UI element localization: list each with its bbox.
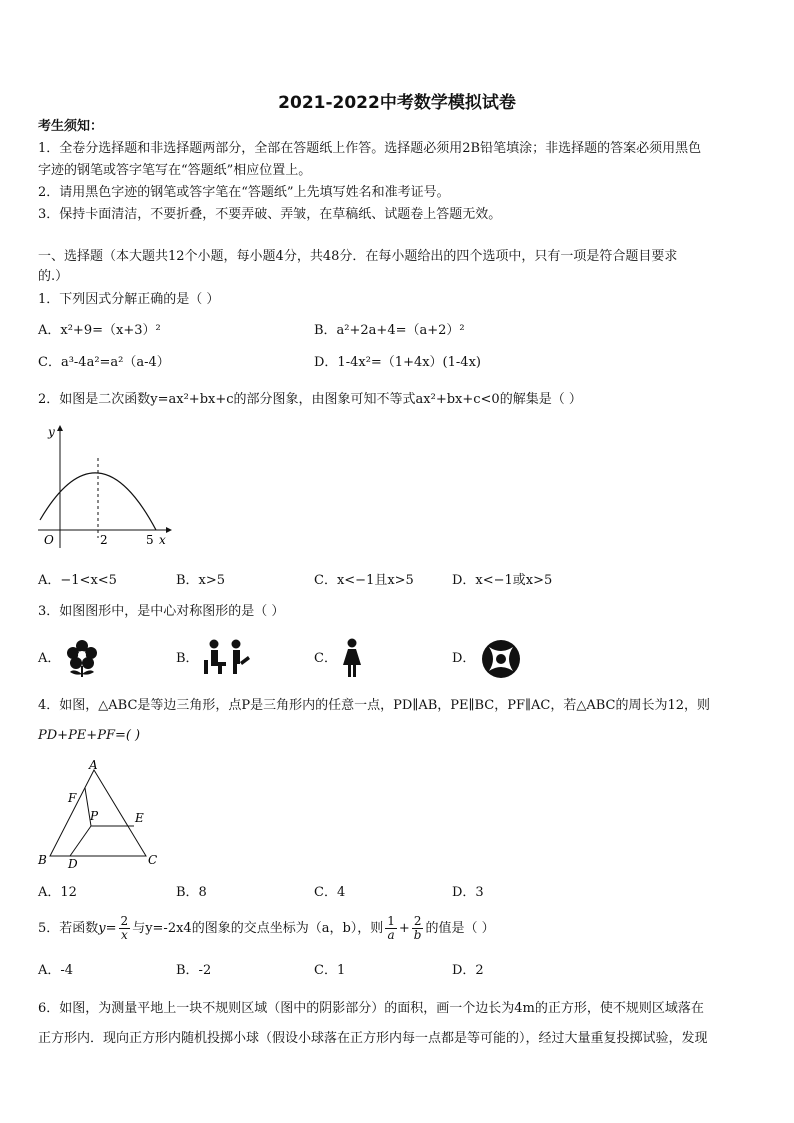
q1-option-c[interactable]: C．a³-4a²=a²（a-4） (38, 355, 170, 370)
q3-option-a[interactable]: A． (38, 651, 61, 666)
q5-eq: = (105, 921, 117, 936)
seated-people-icon (202, 638, 252, 676)
q5-plus: + (398, 921, 410, 936)
label-e: E (135, 811, 144, 825)
x-label: x (159, 533, 166, 547)
q5-fraction-1-over-a: $\frac{1}{a}$ (387, 914, 395, 942)
q2-option-b[interactable]: B．x>5 (176, 573, 226, 588)
q1-option-a[interactable]: A．x²+9=（x+3）² (38, 323, 161, 338)
q6-stem: 6．如图，为测量平地上一块不规则区域（图中的阴影部分）的面积，画一个边长为4m的正方形，使不规则区域落在 (38, 1001, 704, 1016)
notice-item-1: 1．全卷分选择题和非选择题两部分，全部在答题纸上作答。选择题必须用2B铅笔填涂；非选择题的答案必须用黑色 (38, 141, 702, 156)
q3-option-d[interactable]: D． (452, 651, 476, 666)
notice-item-1-cont: 字迹的钢笔或答字笔写在“答题纸”相应位置上。 (38, 163, 312, 178)
tick-5-label: 5 (146, 533, 154, 547)
circle-pattern-icon (480, 638, 522, 680)
q2-stem: 2．如图是二次函数y=ax²+bx+c的部分图象，由图象可知不等式ax²+bx+c<0的解集是（ ） (38, 392, 582, 407)
tick-2-label: 2 (100, 533, 108, 547)
q3-option-c[interactable]: C． (314, 651, 337, 666)
y-label: y (48, 425, 55, 439)
section-heading-cont: 的.） (38, 269, 69, 284)
q3-stem: 3．如图图形中，是中心对称图形的是（ ） (38, 604, 285, 619)
q5-stem (38, 914, 495, 944)
q2-option-c[interactable]: C．x<−1且x>5 (314, 573, 414, 588)
notice-item-2: 2．请用黑色字迹的钢笔或答字笔在“答题纸”上先填写姓名和准考证号。 (38, 185, 450, 200)
flower-icon (64, 638, 100, 678)
q1-option-b[interactable]: B．a²+2a+4=（a+2）² (314, 323, 465, 338)
origin-label: O (44, 533, 54, 547)
q6-stem-cont: 正方形内．现向正方形内随机投掷小球（假设小球落在正方形内每一点都是等可能的），经过大量重复投掷试验，发现 (38, 1031, 708, 1046)
label-a: A (89, 758, 98, 772)
q4-option-c[interactable]: C．4 (314, 885, 346, 900)
q5-post: 的值是（ ） (425, 921, 495, 936)
q2-option-a[interactable]: A．−1<x<5 (38, 573, 117, 588)
q2-option-d[interactable]: D．x<−1或x>5 (452, 573, 553, 588)
q5-option-d[interactable]: D．2 (452, 963, 484, 978)
q5-pre: 5．若函数 (38, 921, 99, 936)
label-c: C (148, 853, 158, 867)
woman-icon (340, 638, 364, 678)
q5-y: y (98, 921, 106, 936)
q4-stem-cont: PD+PE+PF=( ) (38, 728, 141, 743)
label-f: F (68, 791, 77, 805)
q5-option-b[interactable]: B．-2 (176, 963, 212, 978)
page-title: 2021-2022中考数学模拟试卷 (278, 93, 516, 113)
q5-option-c[interactable]: C．1 (314, 963, 346, 978)
q1-stem: 1．下列因式分解正确的是（ ） (38, 292, 220, 307)
q5-option-a[interactable]: A．-4 (38, 963, 74, 978)
q5-fraction-2-over-b: $\frac{2}{b}$ (413, 914, 422, 942)
q4-option-d[interactable]: D．3 (452, 885, 484, 900)
q1-option-d[interactable]: D．1-4x²=（1+4x）(1-4x) (314, 355, 481, 370)
label-p: P (90, 809, 99, 823)
q4-triangle-diagram (34, 756, 164, 871)
q4-option-a[interactable]: A．12 (38, 885, 77, 900)
q3-option-b[interactable]: B． (176, 651, 199, 666)
q5-mid: 与y=-2x4的图象的交点坐标为（a，b），则 (132, 921, 384, 936)
q5-fraction-2-over-x: $\frac{2}{x}$ (120, 914, 129, 942)
q2-parabola-graph (36, 420, 176, 550)
q4-stem: 4．如图，△ABC是等边三角形，点P是三角形内的任意一点，PD∥AB，PE∥BC，PF∥AC，若△ABC的周长为12，则 (38, 698, 711, 713)
label-d: D (68, 857, 78, 871)
q4-option-b[interactable]: B．8 (176, 885, 207, 900)
notice-heading: 考生须知： (38, 119, 104, 134)
notice-item-3: 3．保持卡面清洁，不要折叠，不要弄破、弄皱，在草稿纸、试题卷上答题无效。 (38, 207, 502, 222)
label-b: B (38, 853, 47, 867)
section-heading: 一、选择题（本大题共12个小题，每小题4分，共48分．在每小题给出的四个选项中，只有一项是符合题目要求 (38, 249, 678, 264)
